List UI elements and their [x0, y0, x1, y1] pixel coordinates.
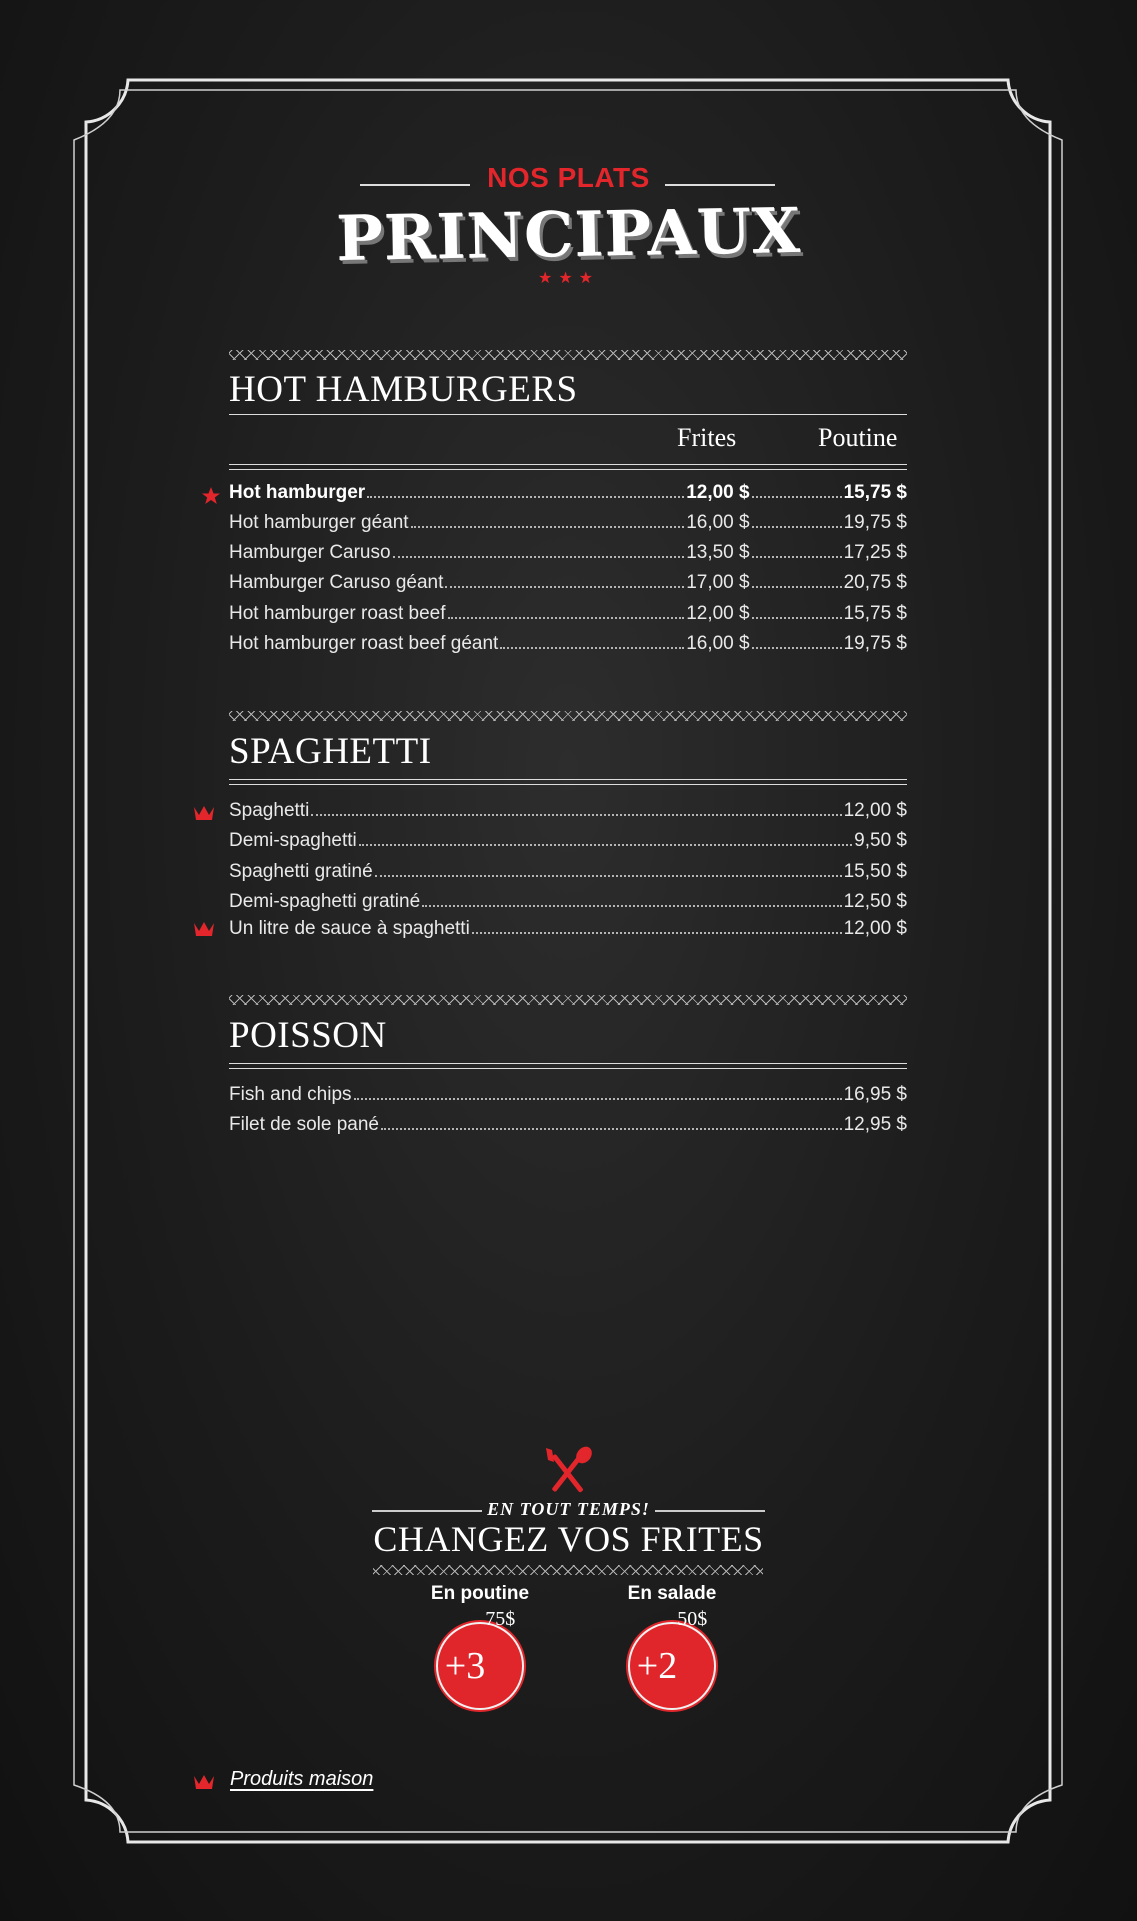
section-rule — [229, 414, 907, 415]
item-price-fries: 13,50 $ — [686, 542, 750, 563]
item-price-poutine: 20,75 $ — [843, 572, 907, 593]
item-name: Hamburger Caruso — [229, 542, 391, 563]
item-price: 12,00 $ — [843, 800, 907, 821]
item-name: Hot hamburger géant — [229, 512, 409, 533]
header-kicker: NOS PLATS — [487, 162, 650, 193]
section-divider — [229, 995, 907, 1005]
section-title-poisson: POISSON — [229, 1015, 387, 1056]
item-price: 16,95 $ — [843, 1084, 907, 1105]
star-icon — [198, 484, 224, 506]
promo-divider — [373, 1565, 763, 1575]
section-rule — [229, 1063, 907, 1064]
item-name: Demi-spaghetti — [229, 830, 357, 851]
kicker-right-line — [665, 184, 775, 186]
item-price-poutine: 15,75 $ — [843, 603, 907, 624]
item-price-poutine: 15,75 $ — [843, 482, 907, 503]
item-price-poutine: 19,75 $ — [843, 633, 907, 654]
section-rule — [229, 469, 907, 470]
item-price-poutine: 19,75 $ — [843, 512, 907, 533]
item-price: 12,95 $ — [843, 1114, 907, 1135]
item-name: Un litre de sauce à spaghetti — [229, 918, 470, 939]
menu-item-row — [229, 512, 907, 538]
menu-item-row — [229, 542, 907, 568]
legend-homemade: Produits maison — [230, 1768, 374, 1790]
item-price: 12,00 $ — [843, 918, 907, 939]
item-name: Hamburger Caruso géant — [229, 572, 444, 593]
column-header-poutine: Poutine — [818, 423, 898, 452]
crown-icon — [191, 918, 217, 940]
section-divider — [229, 711, 907, 721]
item-name: Hot hamburger roast beef — [229, 603, 446, 624]
menu-item-row — [229, 482, 907, 508]
item-name: Hot hamburger — [229, 482, 366, 503]
item-price-poutine: 17,25 $ — [843, 542, 907, 563]
item-name: Spaghetti gratiné — [229, 861, 373, 882]
item-price: 12,50 $ — [843, 891, 907, 912]
option-label-salade: En salade — [627, 1583, 717, 1604]
item-price-fries: 12,00 $ — [686, 482, 750, 503]
option-label-poutine: En poutine — [430, 1583, 530, 1604]
menu-item-row — [229, 572, 907, 598]
price-badge-salade — [628, 1608, 716, 1710]
menu-item-row — [229, 918, 907, 944]
price-badge-poutine — [436, 1608, 524, 1710]
menu-item-row — [229, 830, 907, 856]
item-name: Filet de sole pané — [229, 1114, 379, 1135]
crown-icon — [191, 1771, 217, 1793]
section-rule — [229, 784, 907, 785]
badge-cents: 75$ — [485, 1608, 516, 1630]
item-price-fries: 16,00 $ — [686, 633, 750, 654]
section-title-hamburgers: HOT HAMBURGERS — [229, 369, 578, 410]
section-rule — [229, 1068, 907, 1069]
promo-kicker: EN TOUT TEMPS! — [487, 1499, 650, 1519]
badge-main: +3 — [444, 1645, 486, 1687]
menu-item-row — [229, 800, 907, 826]
badge-main: +2 — [636, 1645, 678, 1687]
fork-spoon-icon — [540, 1446, 596, 1496]
item-price-fries: 16,00 $ — [686, 512, 750, 533]
item-price-fries: 12,00 $ — [686, 603, 750, 624]
item-price: 9,50 $ — [854, 830, 907, 851]
section-rule — [229, 779, 907, 780]
badge-cents: 50$ — [677, 1608, 708, 1630]
title-stars: ★★★ — [537, 270, 600, 287]
promo-title: CHANGEZ VOS FRITES — [373, 1519, 764, 1559]
item-price-fries: 17,00 $ — [686, 572, 750, 593]
section-divider — [229, 350, 907, 360]
item-name: Spaghetti — [229, 800, 310, 821]
menu-item-row — [229, 861, 907, 887]
menu-item-row — [229, 633, 907, 659]
page-title: PRINCIPAUX — [335, 193, 802, 276]
menu-item-row — [229, 1084, 907, 1110]
item-name: Fish and chips — [229, 1084, 352, 1105]
section-title-spaghetti: SPAGHETTI — [229, 731, 432, 772]
menu-item-row — [229, 603, 907, 629]
menu-item-row — [229, 891, 907, 917]
item-name: Demi-spaghetti gratiné — [229, 891, 421, 912]
item-name: Hot hamburger roast beef géant — [229, 633, 499, 654]
crown-icon — [191, 802, 217, 824]
promo-right-line — [655, 1510, 765, 1512]
menu-item-row — [229, 1114, 907, 1140]
section-rule — [229, 464, 907, 465]
item-price: 15,50 $ — [843, 861, 907, 882]
column-header-fries: Frites — [677, 423, 737, 452]
